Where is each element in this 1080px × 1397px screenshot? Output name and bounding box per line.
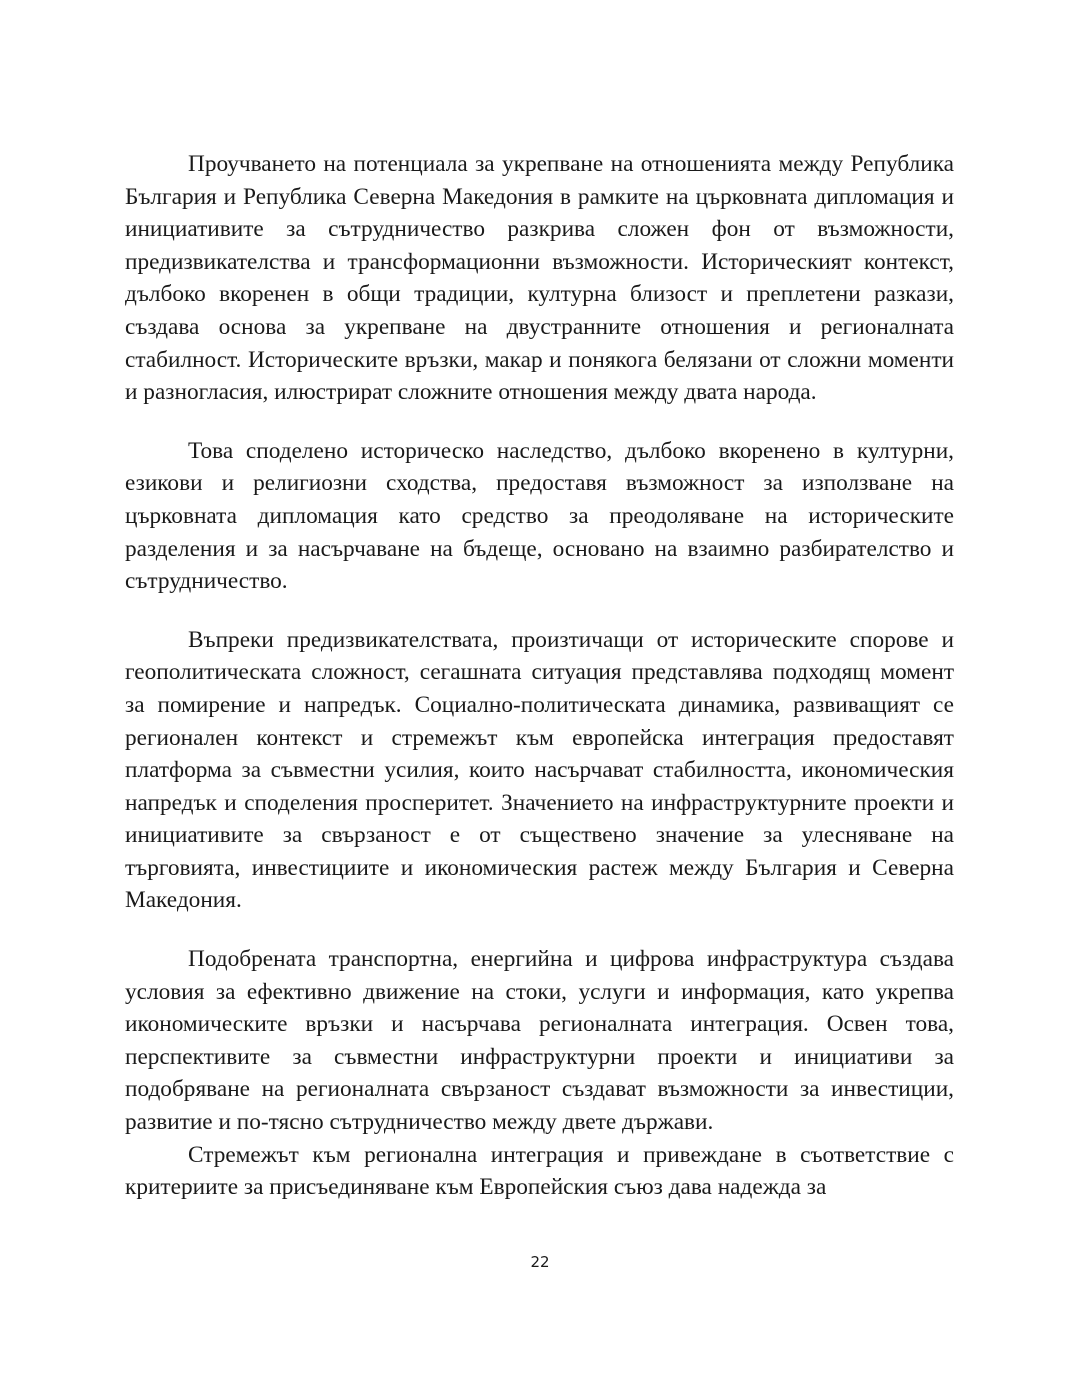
paragraph-5: Стремежът към регионална интеграция и привеждане в съответствие с критериите за присъединяване към Европейския съюз дава надежда за	[125, 1141, 954, 1201]
paragraph-4: Подобрената транспортна, енергийна и цифрова инфраструктура създава условия за ефективно движение на стоки, услуги и информация, като укрепва икономическите връзки и насърчава регионалната интеграция. Освен това, перспективите за съвместни инфраструктурни проекти и инициативи за подобряване на регионалната свързаност създават възможности за инвестиции, развитие и по-тясно сътрудничество между двете държави.	[125, 946, 954, 1136]
paragraph-1: Проучването на потенциала за укрепване на отношенията между Република България и Република Северна Македония в рамките на църковната дипломация и инициативите за сътрудничество разкрива сложен фон от възможности, предизвикателства и трансформационни възможности. Историческият контекст, дълбоко вкоренен в общи традиции, културна близост и преплетени разкази, създава основа за укрепване на двустранните отношения и регионалната стабилност. Историческите връзки, макар и понякога белязани от сложни моменти и разногласия, илюстрират сложните отношения между двата народа.	[125, 151, 954, 406]
paragraph-2: Това споделено историческо наследство, дълбоко вкоренено в културни, езикови и религиозни сходства, предоставя възможност за използване на църковната дипломация като средство за преодоляване на историческите разделения и за насърчаване на бъдеще, основано на взаимно разбирателство и сътрудничество.	[125, 437, 954, 595]
page-number: 22	[530, 1253, 550, 1271]
body-text	[125, 148, 954, 1204]
paragraph-3: Въпреки предизвикателствата, произтичащи от историческите спорове и геополитическата сложност, сегашната ситуация представлява подходящ момент за помирение и напредък. Социално-политическата динамика, развиващият се регионален контекст и стремежът към европейска интеграция предоставят платформа за съвместни усилия, които насърчават стабилността, икономическия напредък и споделения просперитет. Значението на инфраструктурните проекти и инициативите за свързаност е от съществено значение за улесняване на търговията, инвестициите и икономическия растеж между България и Северна Македония.	[125, 626, 954, 914]
